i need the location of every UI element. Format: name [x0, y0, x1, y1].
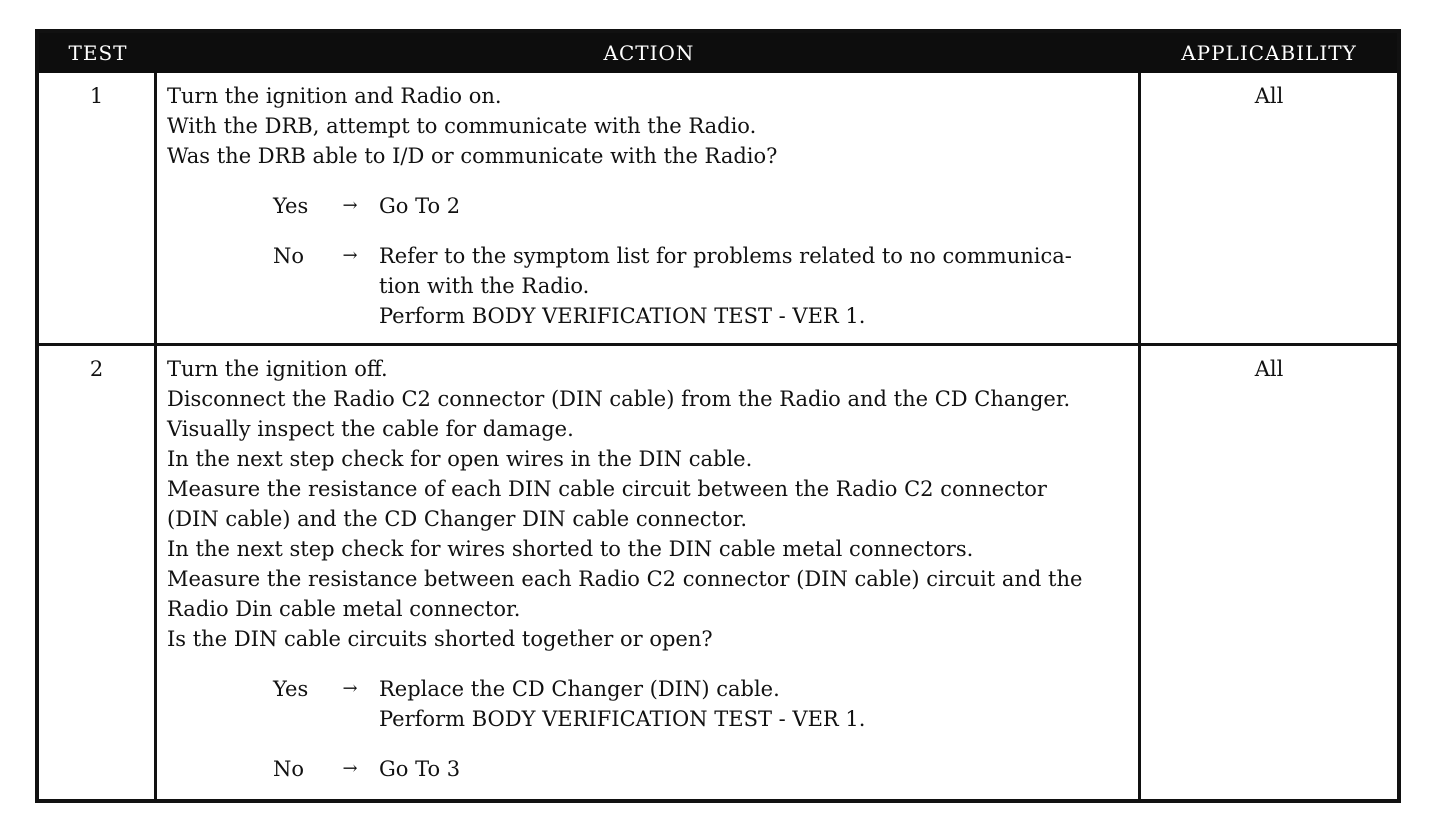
no-outcome	[379, 754, 1128, 784]
no-outcome	[379, 241, 1128, 331]
yes-label: Yes	[273, 194, 309, 218]
action-line: Was the DRB able to I/D or communicate with the Radio?	[167, 144, 778, 168]
outcome-line: Refer to the symptom list for problems related to no communica-	[379, 244, 1072, 268]
action-cell	[157, 73, 1141, 343]
yes-label: Yes	[273, 677, 309, 701]
header-applicability: APPLICABILITY	[1181, 41, 1357, 65]
yes-outcome	[379, 191, 1128, 221]
arrow-icon: →	[342, 678, 358, 699]
action-line: In the next step check for wires shorted to the DIN cable metal connectors.	[167, 537, 974, 561]
outcome-line: tion with the Radio.	[379, 274, 590, 298]
test-number: 2	[39, 346, 157, 799]
no-label: No	[273, 757, 305, 781]
outcome-line: Go To 2	[379, 194, 461, 218]
action-line: With the DRB, attempt to communicate with the Radio.	[167, 114, 757, 138]
arrow-icon: →	[342, 245, 358, 266]
table-header	[39, 33, 1397, 73]
action-line: Visually inspect the cable for damage.	[167, 417, 574, 441]
action-line: Turn the ignition and Radio on.	[167, 84, 502, 108]
outcome-line: Replace the CD Changer (DIN) cable.	[379, 677, 780, 701]
no-label: No	[273, 244, 305, 268]
action-line: Radio Din cable metal connector.	[167, 597, 521, 621]
action-line: In the next step check for open wires in the DIN cable.	[167, 447, 753, 471]
action-line: Measure the resistance between each Radio C2 connector (DIN cable) circuit and the	[167, 567, 1083, 591]
applicability: All	[1254, 84, 1284, 108]
no-answer	[167, 754, 1128, 784]
outcome-line: Go To 3	[379, 757, 461, 781]
yes-answer	[167, 191, 1128, 221]
header-action: ACTION	[603, 41, 695, 65]
action-line: Measure the resistance of each DIN cable circuit between the Radio C2 connector	[167, 477, 1047, 501]
header-test: TEST	[68, 41, 128, 65]
action-line: Turn the ignition off.	[167, 357, 388, 381]
arrow-icon: →	[342, 758, 358, 779]
table-row	[39, 343, 1397, 799]
yes-answer	[167, 674, 1128, 734]
arrow-icon: →	[342, 195, 358, 216]
table-row	[39, 73, 1397, 343]
action-line: (DIN cable) and the CD Changer DIN cable connector.	[167, 507, 748, 531]
outcome-line: Perform BODY VERIFICATION TEST - VER 1.	[379, 707, 866, 731]
applicability: All	[1254, 357, 1284, 381]
action-line: Is the DIN cable circuits shorted together or open?	[167, 627, 713, 651]
yes-outcome	[379, 674, 1128, 734]
test-procedure-table	[35, 29, 1401, 803]
no-answer	[167, 241, 1128, 331]
outcome-line: Perform BODY VERIFICATION TEST - VER 1.	[379, 304, 866, 328]
test-number: 1	[39, 73, 157, 343]
action-cell	[157, 346, 1141, 799]
action-line: Disconnect the Radio C2 connector (DIN cable) from the Radio and the CD Changer.	[167, 387, 1071, 411]
